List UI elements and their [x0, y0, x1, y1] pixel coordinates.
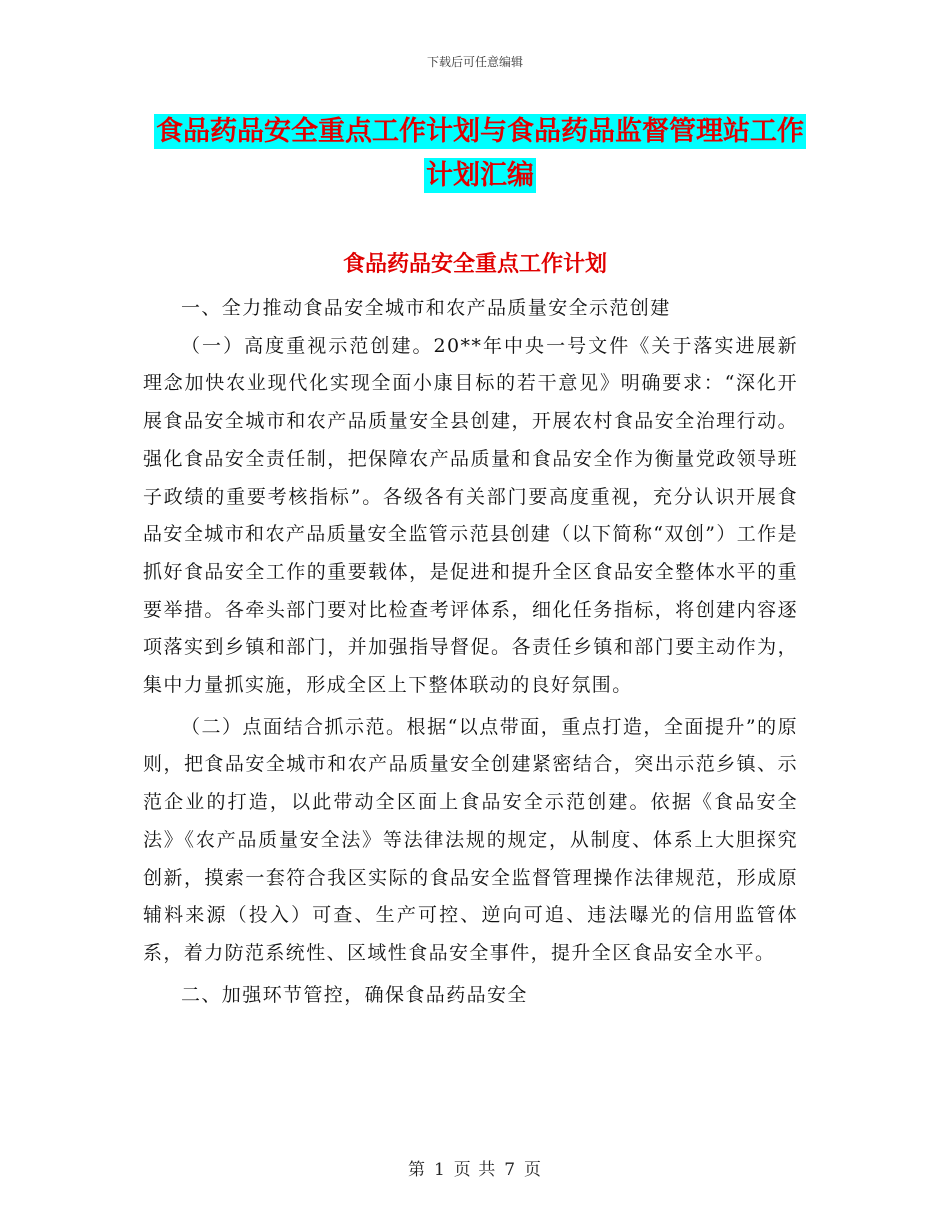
footer-middle: 页 共 [453, 1160, 497, 1180]
paragraph: （一）高度重视示范创建。20**年中央一号文件《关于落实进展新理念加快农业现代化实现全面小康目标的若干意见》明确要求：“深化开展食品安全城市和农产品质量安全县创建，开展农村食品安全治理行动。强化食品安全责任制，把保障农产品质量和食品安全作为衡量党政领导班子政绩的重要考核指标”。各级各有关部门要高度重视，充分认识开展食品安全城市和农产品质量安全监管示范县创建（以下简称“双创”）工作是抓好食品安全工作的重要载体，是促进和提升全区食品安全整体水平的重要举措。各牵头部门要对比检查考评体系，细化任务指标，将创建内容逐项落实到乡镇和部门，并加强指导督促。各责任乡镇和部门要主动作为，集中力量抓实施，形成全区上下整体联动的良好氛围。 [143, 334, 798, 697]
header-note: 下载后可任意编辑 [426, 55, 523, 69]
paragraph: 一、全力推动食品安全城市和农产品质量安全示范创建 [181, 297, 671, 319]
document-title [150, 110, 810, 198]
paragraph: 二、加强环节管控，确保食品药品安全 [181, 983, 528, 1006]
footer-total-pages: 7 [504, 1160, 517, 1180]
paragraph: （二）点面结合抓示范。根据“以点带面，重点打造，全面提升”的原则，把食品安全城市和农产品质量安全创建紧密结合，突出示范乡镇、示范企业的打造，以此带动全区面上食品安全示范创建。依据《食品安全法》《农产品质量安全法》等法律法规的规定，从制度、体系上大胆探究创新，摸索一套符合我区实际的食品安全监督管理操作法律规范，形成原辅料来源（投入）可查、生产可控、逆向可追、违法曝光的信用监管体系，着力防范系统性、区域性食品安全事件，提升全区食品安全水平。 [143, 715, 798, 964]
footer-suffix: 页 [524, 1160, 543, 1180]
document-title-text: 食品药品安全重点工作计划与食品药品监督管理站工作计划汇编 [156, 116, 804, 191]
footer-prefix: 第 [407, 1160, 426, 1180]
footer-page-number: 1 [433, 1160, 446, 1180]
page-footer [0, 1155, 950, 1180]
document-body [143, 290, 798, 1014]
section-title: 食品药品安全重点工作计划 [342, 252, 607, 277]
